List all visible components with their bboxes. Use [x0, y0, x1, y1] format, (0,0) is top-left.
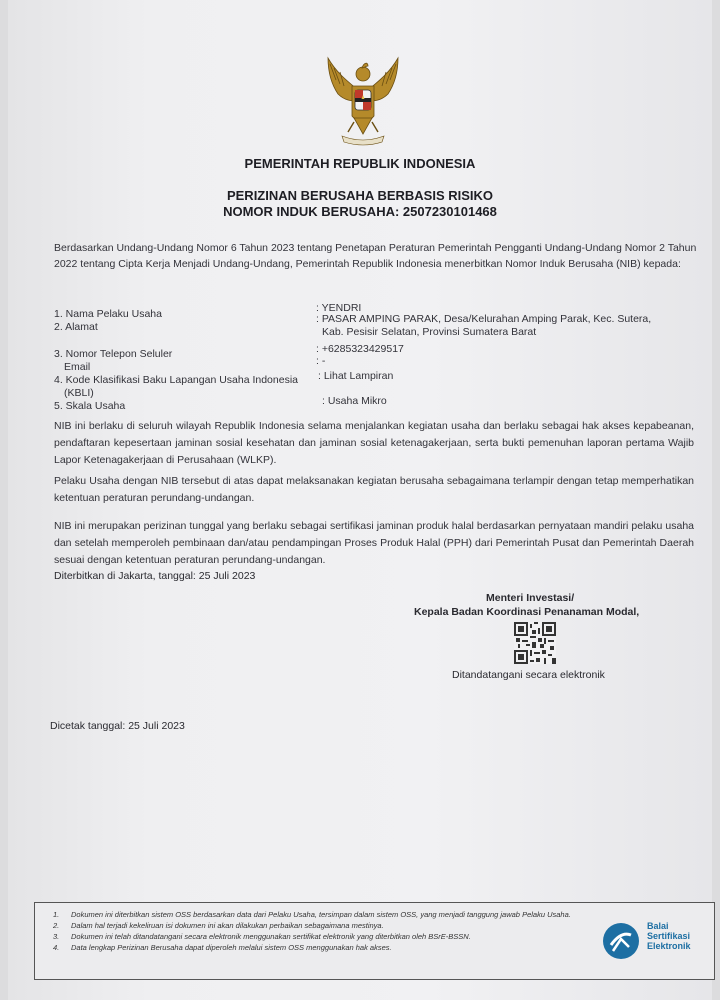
garuda-emblem-icon — [318, 50, 408, 146]
printed-date: Dicetak tanggal: 25 Juli 2023 — [50, 720, 185, 732]
footer-note — [53, 931, 593, 942]
bsre-logo-line1: Balai — [647, 921, 669, 931]
nama-label: 1. Nama Pelaku Usaha — [54, 308, 162, 320]
footer-note-text: Dokumen ini diterbitkan sistem OSS berdasarkan data dari Pelaku Usaha, tersimpan dalam sistem OSS, yang menjadi tanggung jawab Pelaku Usaha. — [71, 910, 571, 919]
telepon-label: 3. Nomor Telepon Seluler — [54, 348, 173, 360]
nib-validity-paragraph: NIB ini berlaku di seluruh wilayah Republik Indonesia selama menjalankan kegiatan usaha dan berlaku sebagai hak akses kepabeanan, pendaftaran kepesertaan jaminan sosial kesehatan dan jaminan sosial ketenagakerjaan, serta bukti pemenuhan laporan pertama Wajib Lapor Ketenagakerjaan di Perusahaan (WLKP). — [54, 420, 694, 466]
qr-code-icon — [514, 622, 556, 664]
kbli-value: : Lihat Lampiran — [318, 370, 394, 382]
email-label: Email — [64, 361, 91, 373]
bsre-logo-line3: Elektronik — [647, 941, 691, 951]
footer-note-text: Dokumen ini telah ditandatangani secara elektronik menggunakan sertifikat elektronik yang diterbitkan oleh BSrE-BSSN. — [71, 932, 471, 941]
document-title: PERIZINAN BERUSAHA BERBASIS RISIKO — [226, 188, 494, 203]
kbli-label: 4. Kode Klasifikasi Baku Lapangan Usaha Indonesia — [54, 374, 299, 386]
alamat-value-line1: : PASAR AMPING PARAK, Desa/Kelurahan Amping Parak, Kec. Sutera, — [316, 313, 652, 325]
bsre-logo-icon — [601, 921, 641, 961]
halal-paragraph: NIB ini merupakan perizinan tunggal yang berlaku sebagai sertifikasi jaminan produk halal berdasarkan pernyataan mandiri pelaku usaha dan setelah memperoleh pembinaan dan/atau pendampingan Proses Produk Halal (PPH) dari Pemerintah Pusat dan Pemerintah Daerah sesuai dengan ketentuan peraturan perundang-undangan. — [54, 520, 694, 566]
footer-note — [53, 909, 593, 920]
alamat-label: 2. Alamat — [54, 321, 98, 333]
skala-label: 5. Skala Usaha — [54, 400, 126, 412]
footer-note — [53, 942, 593, 953]
footer-notes-list — [53, 909, 593, 953]
footer-note-text: Data lengkap Perizinan Berusaha dapat diperoleh melalui sistem OSS menggunakan hak akses. — [71, 943, 392, 952]
nib-activity-paragraph: Pelaku Usaha dengan NIB tersebut di atas dapat melaksanakan kegiatan berusaha sebagaimana terlampir dengan tetap memperhatikan ketentuan peraturan perundang-undangan. — [54, 475, 694, 504]
footer-note-number: 1. — [53, 910, 60, 919]
electronic-signature-note: Ditandatangani secara elektronik — [452, 669, 605, 681]
email-value: : - — [316, 355, 326, 367]
bsre-logo-line2: Sertifikasi — [647, 931, 691, 941]
kbli-label-abbr: (KBLI) — [64, 387, 94, 399]
signer-title-line2: Kepala Badan Koordinasi Penanaman Modal, — [414, 606, 640, 618]
footer-note-number: 2. — [53, 921, 60, 930]
government-heading: PEMERINTAH REPUBLIK INDONESIA — [244, 156, 476, 171]
telepon-value: : +6285323429517 — [316, 343, 404, 355]
issued-date: Diterbitkan di Jakarta, tanggal: 25 Juli 2023 — [54, 570, 256, 582]
intro-paragraph: Berdasarkan Undang-Undang Nomor 6 Tahun 2023 tentang Penetapan Peraturan Pemerintah Pengganti Undang-Undang Nomor 2 Tahun 2022 tentang Cipta Kerja Menjadi Undang-Undang, Pemerintah Republik Indonesia menerbitkan Nomor Induk Berusaha (NIB) kepada: — [54, 242, 697, 270]
footer-note — [53, 920, 593, 931]
footer-note-number: 4. — [53, 943, 60, 952]
bsre-logo-text — [647, 921, 691, 951]
nama-value: : YENDRI — [316, 302, 362, 314]
nib-number: NOMOR INDUK BERUSAHA: 2507230101468 — [223, 204, 497, 219]
bsre-logo — [601, 917, 711, 967]
signer-title-line1: Menteri Investasi/ — [486, 592, 575, 604]
alamat-value-line2: Kab. Pesisir Selatan, Provinsi Sumatera Barat — [322, 326, 537, 338]
footer-note-number: 3. — [53, 932, 60, 941]
footer-notes-box — [34, 902, 715, 980]
skala-value: : Usaha Mikro — [322, 395, 387, 407]
footer-note-text: Dalam hal terjadi kekeliruan isi dokumen ini akan dilakukan perbaikan sebagaimana mestinya. — [71, 921, 384, 930]
